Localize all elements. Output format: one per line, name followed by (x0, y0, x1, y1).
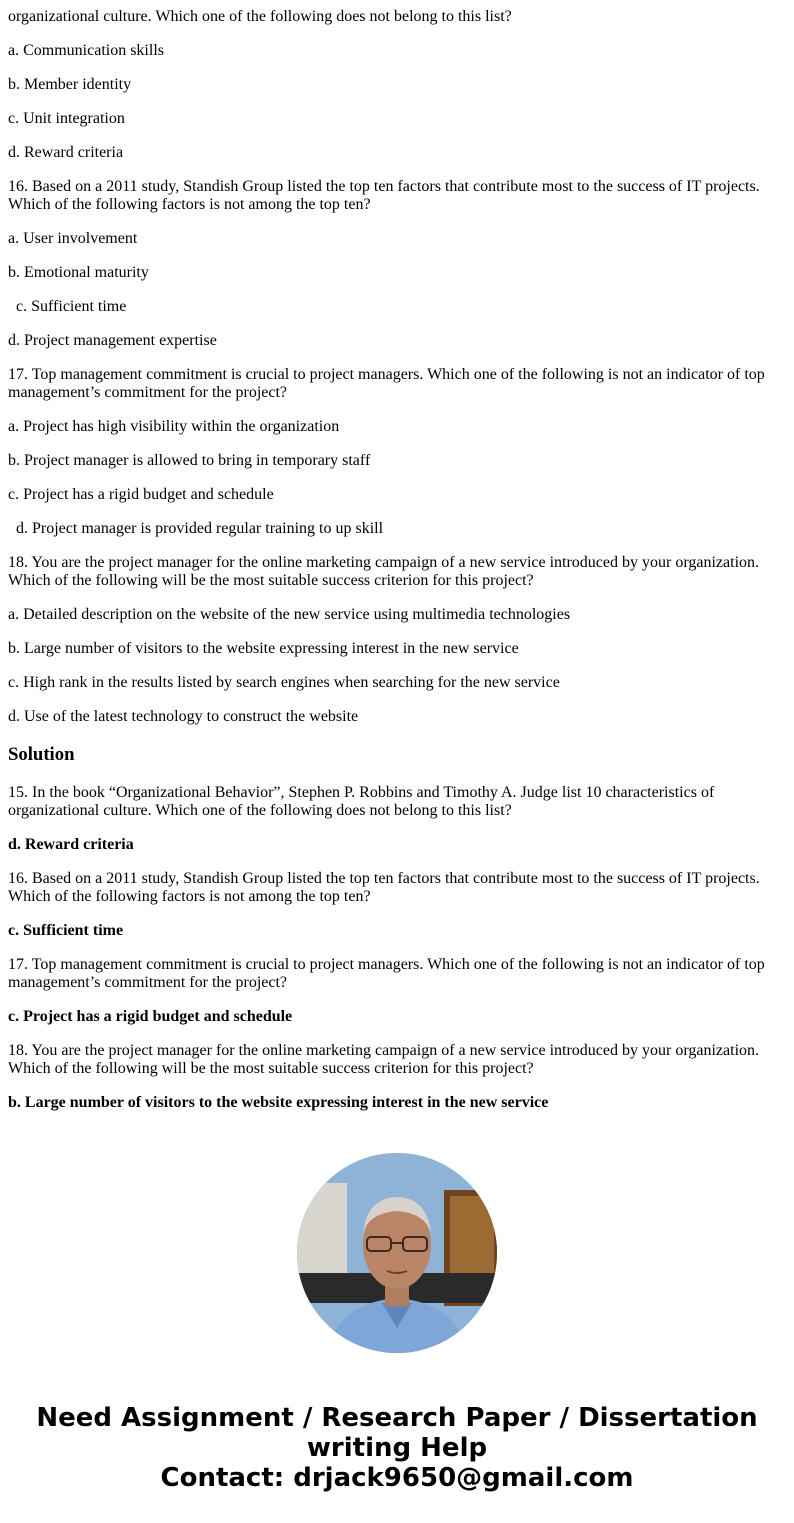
document-body (8, 0, 778, 1128)
q16-option-b: b. Emotional maturity (8, 264, 149, 281)
q16-option-d: d. Project management expertise (8, 332, 217, 349)
solution-answer-17: c. Project has a rigid budget and schedule (8, 1008, 293, 1025)
q18-option-b: b. Large number of visitors to the website expressing interest in the new service (8, 640, 519, 657)
q15-option-b: b. Member identity (8, 76, 132, 93)
q18-option-c: c. High rank in the results listed by search engines when searching for the new service (8, 674, 560, 691)
promo-banner (0, 1403, 794, 1493)
q18-option-a: a. Detailed description on the website of the new service using multimedia technologies (8, 606, 571, 623)
solution-answer-15: d. Reward criteria (8, 836, 134, 853)
solution-question-16: 16. Based on a 2011 study, Standish Group listed the top ten factors that contribute most to the success of IT projects. Which of the following factors is not among the top ten? (8, 870, 760, 905)
q17-option-c: c. Project has a rigid budget and schedule (8, 486, 274, 503)
question-15-text: organizational culture. Which one of the following does not belong to this list? (8, 8, 512, 25)
question-16-text: 16. Based on a 2011 study, Standish Group listed the top ten factors that contribute most to the success of IT projects. Which of the following factors is not among the top ten? (8, 178, 760, 213)
question-18-text: 18. You are the project manager for the online marketing campaign of a new service introduced by your organization. Which of the following will be the most suitable success criterion for this project? (8, 554, 760, 589)
q16-option-c: c. Sufficient time (16, 298, 127, 315)
q15-option-c: c. Unit integration (8, 110, 125, 127)
promo-line-2: writing Help (306, 1433, 488, 1463)
question-17-text: 17. Top management commitment is crucial to project managers. Which one of the following is not an indicator of top management’s commitment for the project? (8, 366, 765, 401)
solution-question-17: 17. Top management commitment is crucial to project managers. Which one of the following is not an indicator of top management’s commitment for the project? (8, 956, 765, 991)
q15-option-d: d. Reward criteria (8, 144, 124, 161)
promo-line-1: Need Assignment / Research Paper / Dissertation (36, 1403, 758, 1433)
solution-question-15: 15. In the book “Organizational Behavior”, Stephen P. Robbins and Timothy A. Judge list 10 characteristics of organizational culture. Which one of the following does not belong to this list? (8, 784, 715, 819)
author-avatar (297, 1153, 497, 1353)
solution-question-18: 18. You are the project manager for the online marketing campaign of a new service introduced by your organization. Which of the following will be the most suitable success criterion for this project? (8, 1042, 760, 1077)
solution-answer-16: c. Sufficient time (8, 922, 124, 939)
q16-option-a: a. User involvement (8, 230, 138, 247)
q17-option-a: a. Project has high visibility within the organization (8, 418, 340, 435)
promo-contact: Contact: drjack9650@gmail.com (160, 1463, 634, 1493)
q15-option-a: a. Communication skills (8, 42, 164, 59)
solution-heading: Solution (8, 744, 75, 765)
q17-option-d: d. Project manager is provided regular training to up skill (16, 520, 384, 537)
q18-option-d: d. Use of the latest technology to construct the website (8, 708, 359, 725)
solution-answer-18: b. Large number of visitors to the website expressing interest in the new service (8, 1094, 549, 1111)
avatar-portrait (297, 1153, 497, 1353)
q17-option-b: b. Project manager is allowed to bring in temporary staff (8, 452, 371, 469)
